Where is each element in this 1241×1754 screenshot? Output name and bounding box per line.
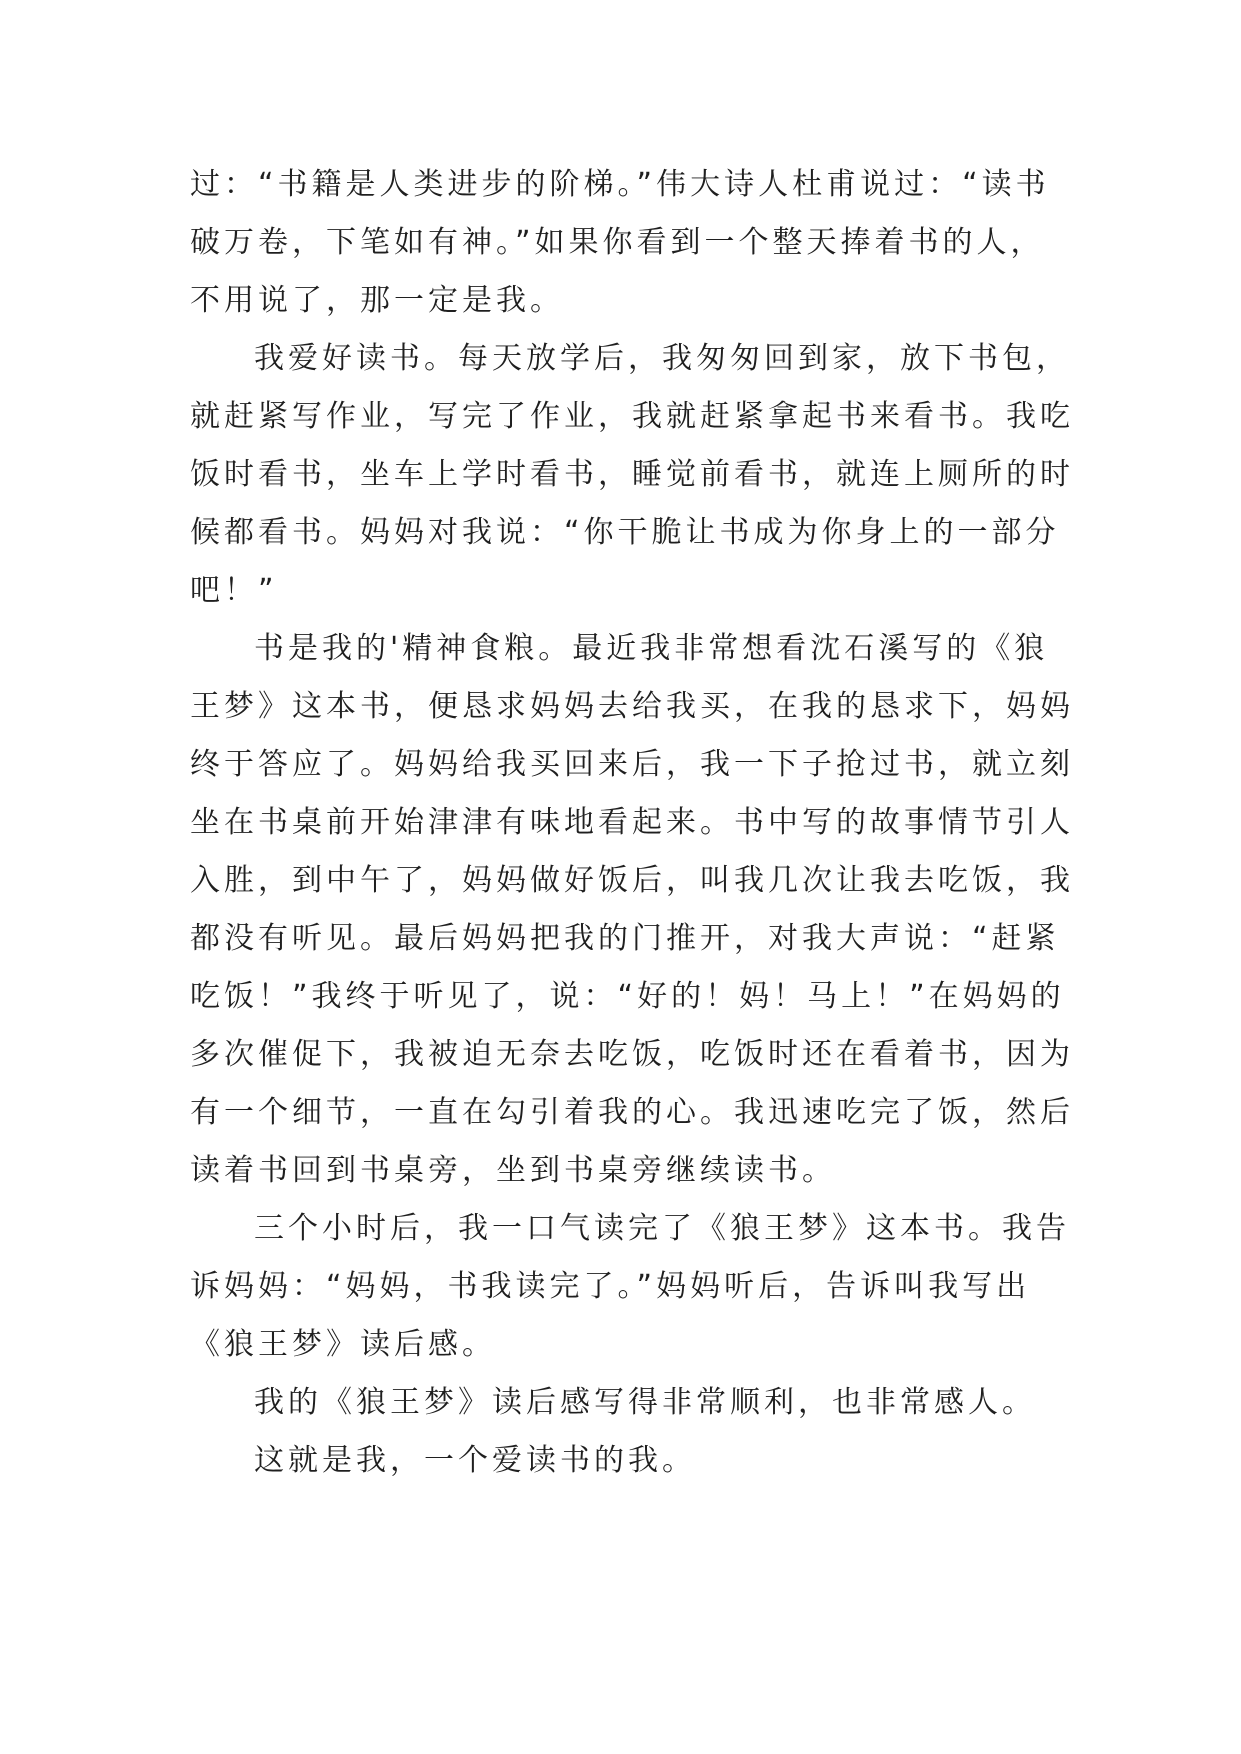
text-line: 《狼王梦》读后感。	[190, 1327, 496, 1362]
paragraph-start-line: 我爱好读书。每天放学后，我匆匆回到家，放下书包，	[254, 341, 1070, 376]
text-line: 有一个细节，一直在勾引着我的心。我迅速吃完了饭，然后	[190, 1095, 1074, 1130]
text-line: 不用说了，那一定是我。	[190, 283, 564, 318]
paragraph-start-line: 三个小时后，我一口气读完了《狼王梦》这本书。我告	[254, 1211, 1070, 1246]
text-line: 破万卷，下笔如有神。”如果你看到一个整天捧着书的人，	[190, 225, 1045, 260]
text-line: 过：“书籍是人类进步的阶梯。”伟大诗人杜甫说过：“读书	[190, 167, 1050, 202]
paragraph-start-line: 这就是我，一个爱读书的我。	[254, 1443, 696, 1478]
text-line: 王梦》这本书，便恳求妈妈去给我买，在我的恳求下，妈妈	[190, 689, 1074, 724]
text-line: 就赶紧写作业，写完了作业，我就赶紧拿起书来看书。我吃	[190, 399, 1074, 434]
text-line: 候都看书。妈妈对我说：“你干脆让书成为你身上的一部分	[190, 515, 1060, 550]
paragraph-start-line: 我的《狼王梦》读后感写得非常顺利，也非常感人。	[254, 1385, 1036, 1420]
text-line: 诉妈妈：“妈妈，书我读完了。”妈妈听后，告诉叫我写出	[190, 1269, 1031, 1304]
text-line: 吃饭！”我终于听见了，说：“好的！妈！马上！”在妈妈的	[190, 979, 1065, 1014]
text-line: 都没有听见。最后妈妈把我的门推开，对我大声说：“赶紧	[190, 921, 1060, 956]
paragraph-start-line: 书是我的'精神食粮。最近我非常想看沈石溪写的《狼	[254, 631, 1049, 666]
text-line: 饭时看书，坐车上学时看书，睡觉前看书，就连上厕所的时	[190, 457, 1074, 492]
text-line: 入胜，到中午了，妈妈做好饭后，叫我几次让我去吃饭，我	[190, 863, 1074, 898]
essay-body	[190, 156, 1074, 1490]
text-line: 多次催促下，我被迫无奈去吃饭，吃饭时还在看着书，因为	[190, 1037, 1074, 1072]
text-line: 坐在书桌前开始津津有味地看起来。书中写的故事情节引人	[190, 805, 1074, 840]
text-line: 吧！”	[190, 573, 278, 608]
text-line: 读着书回到书桌旁，坐到书桌旁继续读书。	[190, 1153, 836, 1188]
text-line: 终于答应了。妈妈给我买回来后，我一下子抢过书，就立刻	[190, 747, 1074, 782]
